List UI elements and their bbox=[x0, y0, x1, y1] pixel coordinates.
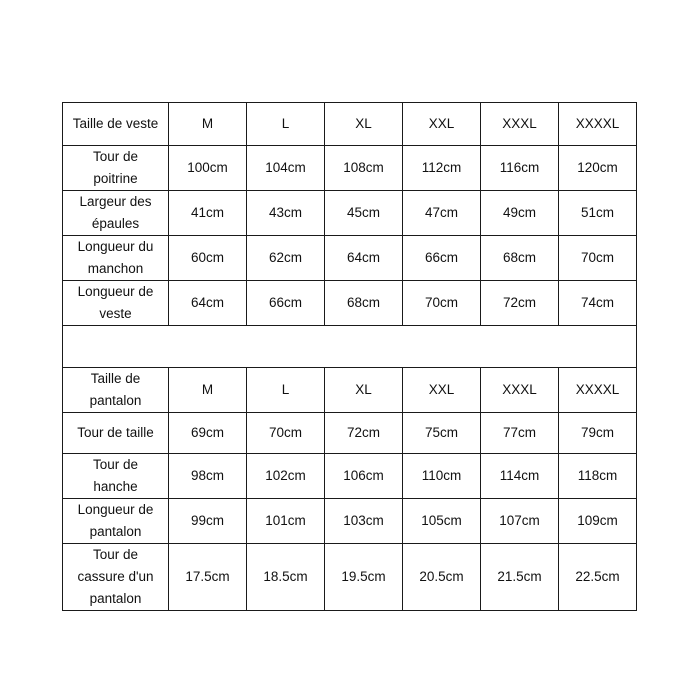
table-row bbox=[63, 236, 637, 281]
value-cell: 74cm bbox=[559, 281, 637, 326]
size-cell: L bbox=[247, 103, 325, 146]
row-label: Tour de poitrine bbox=[63, 146, 169, 191]
value-cell: 70cm bbox=[559, 236, 637, 281]
value-cell: 68cm bbox=[325, 281, 403, 326]
value-cell: 69cm bbox=[169, 413, 247, 454]
value-cell: 45cm bbox=[325, 191, 403, 236]
size-cell: XXL bbox=[403, 368, 481, 413]
value-cell: 68cm bbox=[481, 236, 559, 281]
size-chart-table bbox=[62, 102, 637, 611]
value-cell: 102cm bbox=[247, 454, 325, 499]
pants-size-label: Taille de pantalon bbox=[63, 368, 169, 413]
value-cell: 72cm bbox=[481, 281, 559, 326]
value-cell: 47cm bbox=[403, 191, 481, 236]
row-label: Longueur du manchon bbox=[63, 236, 169, 281]
value-cell: 103cm bbox=[325, 499, 403, 544]
value-cell: 112cm bbox=[403, 146, 481, 191]
value-cell: 104cm bbox=[247, 146, 325, 191]
value-cell: 64cm bbox=[325, 236, 403, 281]
size-cell: L bbox=[247, 368, 325, 413]
jacket-size-label: Taille de veste bbox=[63, 103, 169, 146]
value-cell: 21.5cm bbox=[481, 544, 559, 611]
value-cell: 66cm bbox=[403, 236, 481, 281]
value-cell: 107cm bbox=[481, 499, 559, 544]
value-cell: 120cm bbox=[559, 146, 637, 191]
value-cell: 110cm bbox=[403, 454, 481, 499]
value-cell: 22.5cm bbox=[559, 544, 637, 611]
row-label: Longueur de veste bbox=[63, 281, 169, 326]
size-cell: XXL bbox=[403, 103, 481, 146]
value-cell: 17.5cm bbox=[169, 544, 247, 611]
row-label: Tour de hanche bbox=[63, 454, 169, 499]
size-cell: XL bbox=[325, 368, 403, 413]
value-cell: 100cm bbox=[169, 146, 247, 191]
row-label: Tour de taille bbox=[63, 413, 169, 454]
size-cell: XXXL bbox=[481, 103, 559, 146]
size-cell: XXXL bbox=[481, 368, 559, 413]
value-cell: 19.5cm bbox=[325, 544, 403, 611]
table-row bbox=[63, 499, 637, 544]
spacer-row bbox=[63, 326, 637, 368]
value-cell: 43cm bbox=[247, 191, 325, 236]
value-cell: 18.5cm bbox=[247, 544, 325, 611]
row-label: Tour de cassure d'un pantalon bbox=[63, 544, 169, 611]
value-cell: 60cm bbox=[169, 236, 247, 281]
value-cell: 98cm bbox=[169, 454, 247, 499]
spacer-cell bbox=[63, 326, 637, 368]
value-cell: 79cm bbox=[559, 413, 637, 454]
size-cell: XXXXL bbox=[559, 368, 637, 413]
row-label: Longueur de pantalon bbox=[63, 499, 169, 544]
table-row bbox=[63, 281, 637, 326]
size-cell: M bbox=[169, 103, 247, 146]
value-cell: 106cm bbox=[325, 454, 403, 499]
value-cell: 41cm bbox=[169, 191, 247, 236]
value-cell: 64cm bbox=[169, 281, 247, 326]
table-row bbox=[63, 413, 637, 454]
value-cell: 51cm bbox=[559, 191, 637, 236]
table-row bbox=[63, 454, 637, 499]
value-cell: 108cm bbox=[325, 146, 403, 191]
value-cell: 72cm bbox=[325, 413, 403, 454]
value-cell: 70cm bbox=[247, 413, 325, 454]
value-cell: 62cm bbox=[247, 236, 325, 281]
value-cell: 49cm bbox=[481, 191, 559, 236]
table-row bbox=[63, 191, 637, 236]
pants-header-row bbox=[63, 368, 637, 413]
row-label: Largeur des épaules bbox=[63, 191, 169, 236]
value-cell: 66cm bbox=[247, 281, 325, 326]
value-cell: 114cm bbox=[481, 454, 559, 499]
value-cell: 99cm bbox=[169, 499, 247, 544]
table-row bbox=[63, 544, 637, 611]
size-cell: XXXXL bbox=[559, 103, 637, 146]
value-cell: 105cm bbox=[403, 499, 481, 544]
size-cell: XL bbox=[325, 103, 403, 146]
value-cell: 75cm bbox=[403, 413, 481, 454]
value-cell: 109cm bbox=[559, 499, 637, 544]
jacket-header-row bbox=[63, 103, 637, 146]
value-cell: 70cm bbox=[403, 281, 481, 326]
value-cell: 20.5cm bbox=[403, 544, 481, 611]
value-cell: 116cm bbox=[481, 146, 559, 191]
table-row bbox=[63, 146, 637, 191]
value-cell: 118cm bbox=[559, 454, 637, 499]
size-cell: M bbox=[169, 368, 247, 413]
value-cell: 77cm bbox=[481, 413, 559, 454]
value-cell: 101cm bbox=[247, 499, 325, 544]
